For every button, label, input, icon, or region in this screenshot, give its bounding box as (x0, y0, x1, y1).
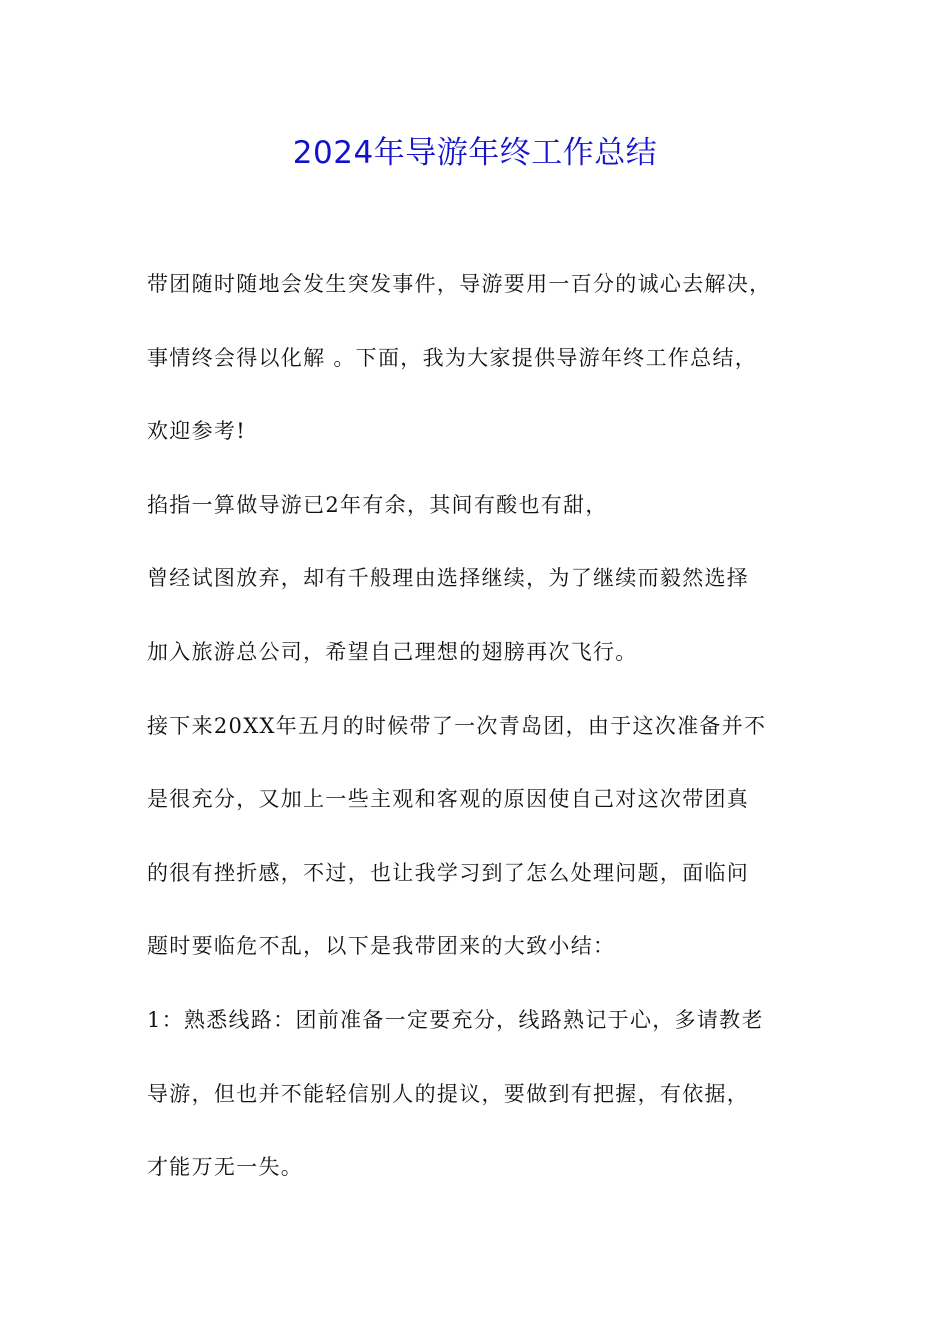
body-line: 题时要临危不乱，以下是我带团来的大致小结： (147, 934, 616, 959)
body-line: 欢迎参考! (147, 419, 246, 444)
body-line: 加入旅游总公司，希望自己理想的翅膀再次飞行。 (147, 639, 638, 664)
body-line: 导游，但也并不能轻信别人的提议，要做到有把握，有依据， (147, 1081, 750, 1106)
body-line: 掐指一算做导游已2年有余，其间有酸也有甜， (147, 492, 608, 517)
body-line: 的很有挫折感，不过，也让我学习到了怎么处理问题，面临问 (147, 860, 750, 885)
document-body (147, 263, 837, 1220)
body-line: 才能万无一失。 (147, 1155, 304, 1180)
document-title: 2024年导游年终工作总结 (292, 135, 658, 171)
body-line: 事情终会得以化解 。下面，我为大家提供导游年终工作总结， (147, 345, 758, 370)
body-line: 是很充分，又加上一些主观和客观的原因使自己对这次带团真 (147, 787, 750, 812)
body-line: 带团随时随地会发生突发事件，导游要用一百分的诚心去解决， (147, 272, 772, 296)
body-line: 接下来20XX年五月的时候带了一次青岛团，由于这次准备并不 (147, 713, 767, 738)
body-line: 1：熟悉线路：团前准备一定要充分，线路熟记于心，多请教老 (147, 1007, 764, 1032)
body-line: 曾经试图放弃，却有千般理由选择继续，为了继续而毅然选择 (147, 566, 750, 591)
